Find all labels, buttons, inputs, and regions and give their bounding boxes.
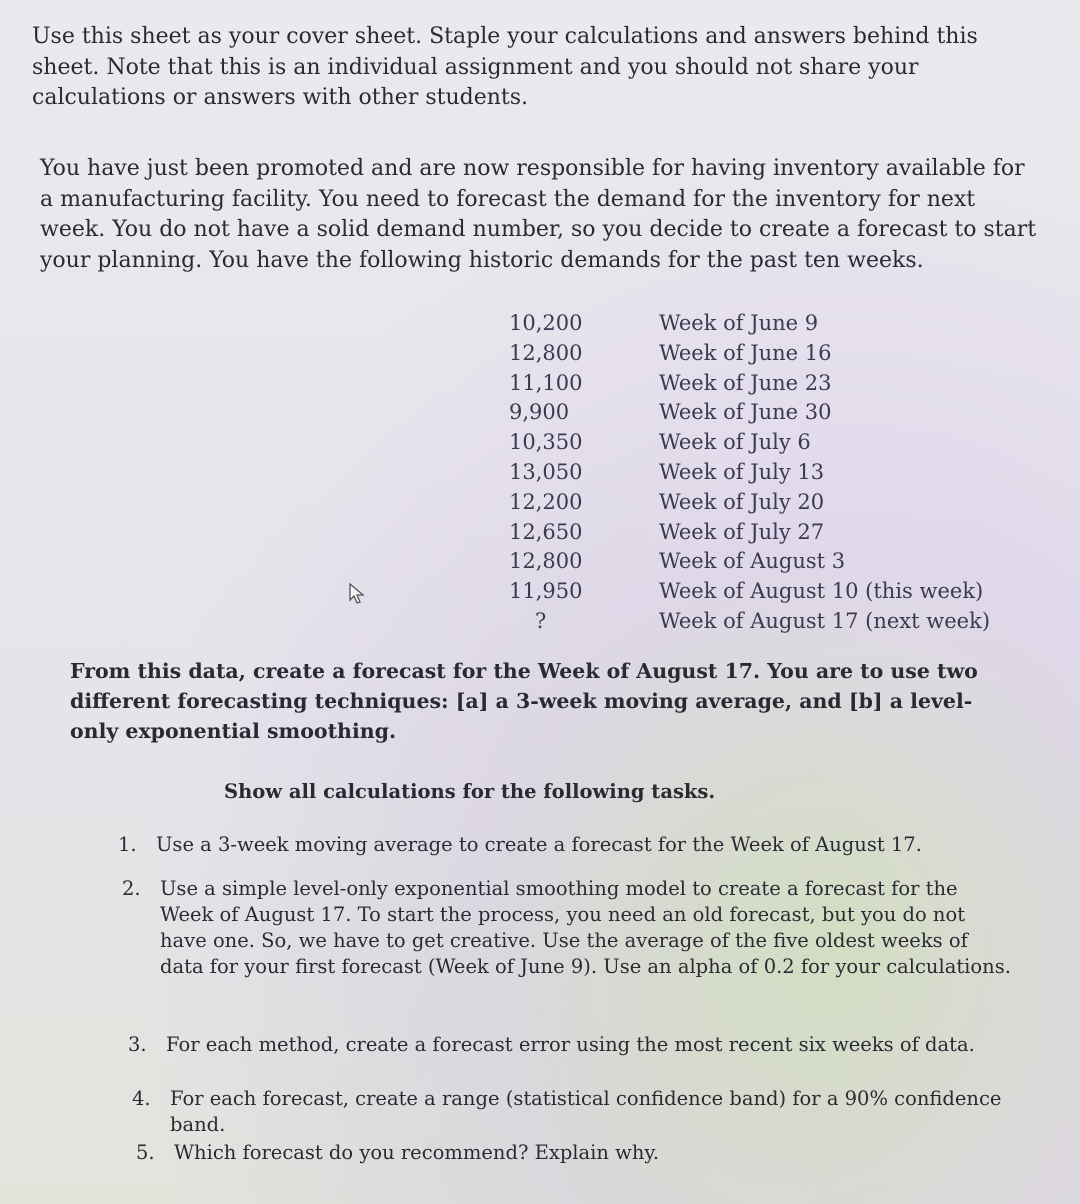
demand-value: 12,800 <box>509 549 583 574</box>
task-number: 2. <box>122 877 141 900</box>
task-number: 3. <box>128 1033 147 1056</box>
demand-value: 9,900 <box>509 400 570 425</box>
demand-value: 11,100 <box>509 370 583 395</box>
table-row <box>505 338 990 368</box>
task-text: For each method, create a forecast error using the most recent six weeks of data. <box>166 1033 975 1056</box>
week-label: Week of July 13 <box>659 459 825 484</box>
task-number: 4. <box>132 1087 151 1110</box>
table-row <box>505 308 990 338</box>
week-label: Week of June 16 <box>659 340 832 365</box>
week-label: Week of August 3 <box>659 549 846 574</box>
task-item <box>118 832 1018 858</box>
task-item <box>132 1086 1012 1138</box>
demand-value: 10,200 <box>509 311 583 335</box>
task-number: 1. <box>118 833 137 856</box>
cover-note-paragraph: Use this sheet as your cover sheet. Staple your calculations and answers behind this sheet. Note that this is an individual assignment and you should not share your calculations or answers with other students. <box>32 24 978 110</box>
demand-value: 12,200 <box>509 489 583 514</box>
table-row <box>505 368 990 398</box>
demand-value: 13,050 <box>509 459 583 484</box>
table-row <box>505 457 990 487</box>
week-label: Week of June 9 <box>659 311 819 335</box>
table-row <box>505 606 990 636</box>
demand-value: 11,950 <box>509 579 583 604</box>
week-label: Week of July 6 <box>659 430 811 455</box>
task-text: Use a 3-week moving average to create a forecast for the Week of August 17. <box>156 833 922 856</box>
week-label: Week of August 10 (this week) <box>659 579 984 604</box>
demand-value: 12,650 <box>509 519 583 544</box>
task-item <box>128 1032 1008 1058</box>
scenario-paragraph: You have just been promoted and are now responsible for having inventory available for a manufacturing facility. You need to forecast the demand for the inventory for next week. You do not have a solid demand number, so you decide to create a forecast to start your planning. You have the following historic demands for the past ten weeks. <box>40 156 1037 273</box>
table-row <box>505 397 990 427</box>
task-item <box>122 876 1012 980</box>
demand-value: ? <box>535 608 547 633</box>
table-row <box>505 517 990 547</box>
table-row <box>505 576 990 606</box>
task-text: Which forecast do you recommend? Explain why. <box>174 1141 660 1164</box>
demand-table <box>505 308 990 636</box>
table-row <box>505 427 990 457</box>
task-text: For each forecast, create a range (statistical confidence band) for a 90% confidence band. <box>170 1087 1002 1136</box>
week-label: Week of July 27 <box>659 519 825 544</box>
week-label: Week of August 17 (next week) <box>659 608 991 633</box>
week-label: Week of June 23 <box>659 370 832 395</box>
mouse-pointer-icon <box>348 583 366 605</box>
demand-value: 10,350 <box>509 430 583 455</box>
task-number: 5. <box>136 1141 155 1164</box>
week-label: Week of July 20 <box>659 489 825 514</box>
week-label: Week of June 30 <box>659 400 832 425</box>
show-calculations-heading: Show all calculations for the following tasks. <box>224 780 716 803</box>
task-item <box>136 1140 1016 1166</box>
demand-value: 12,800 <box>509 340 583 365</box>
table-row <box>505 487 990 517</box>
task-text: Use a simple level-only exponential smoothing model to create a forecast for the Week of August 17. To start the process, you need an old forecast, but you do not have one. So, we have to get creative. Use the average of the five oldest weeks of data for your first forecast (Week of June 9). Use an alpha of 0.2 for your calculations. <box>160 877 1011 978</box>
forecast-instruction: From this data, create a forecast for the Week of August 17. You are to use two different forecasting techniques: [a] a 3-week moving average, and [b] a level-only exponential smoothing. <box>70 659 978 743</box>
table-row <box>505 546 990 576</box>
